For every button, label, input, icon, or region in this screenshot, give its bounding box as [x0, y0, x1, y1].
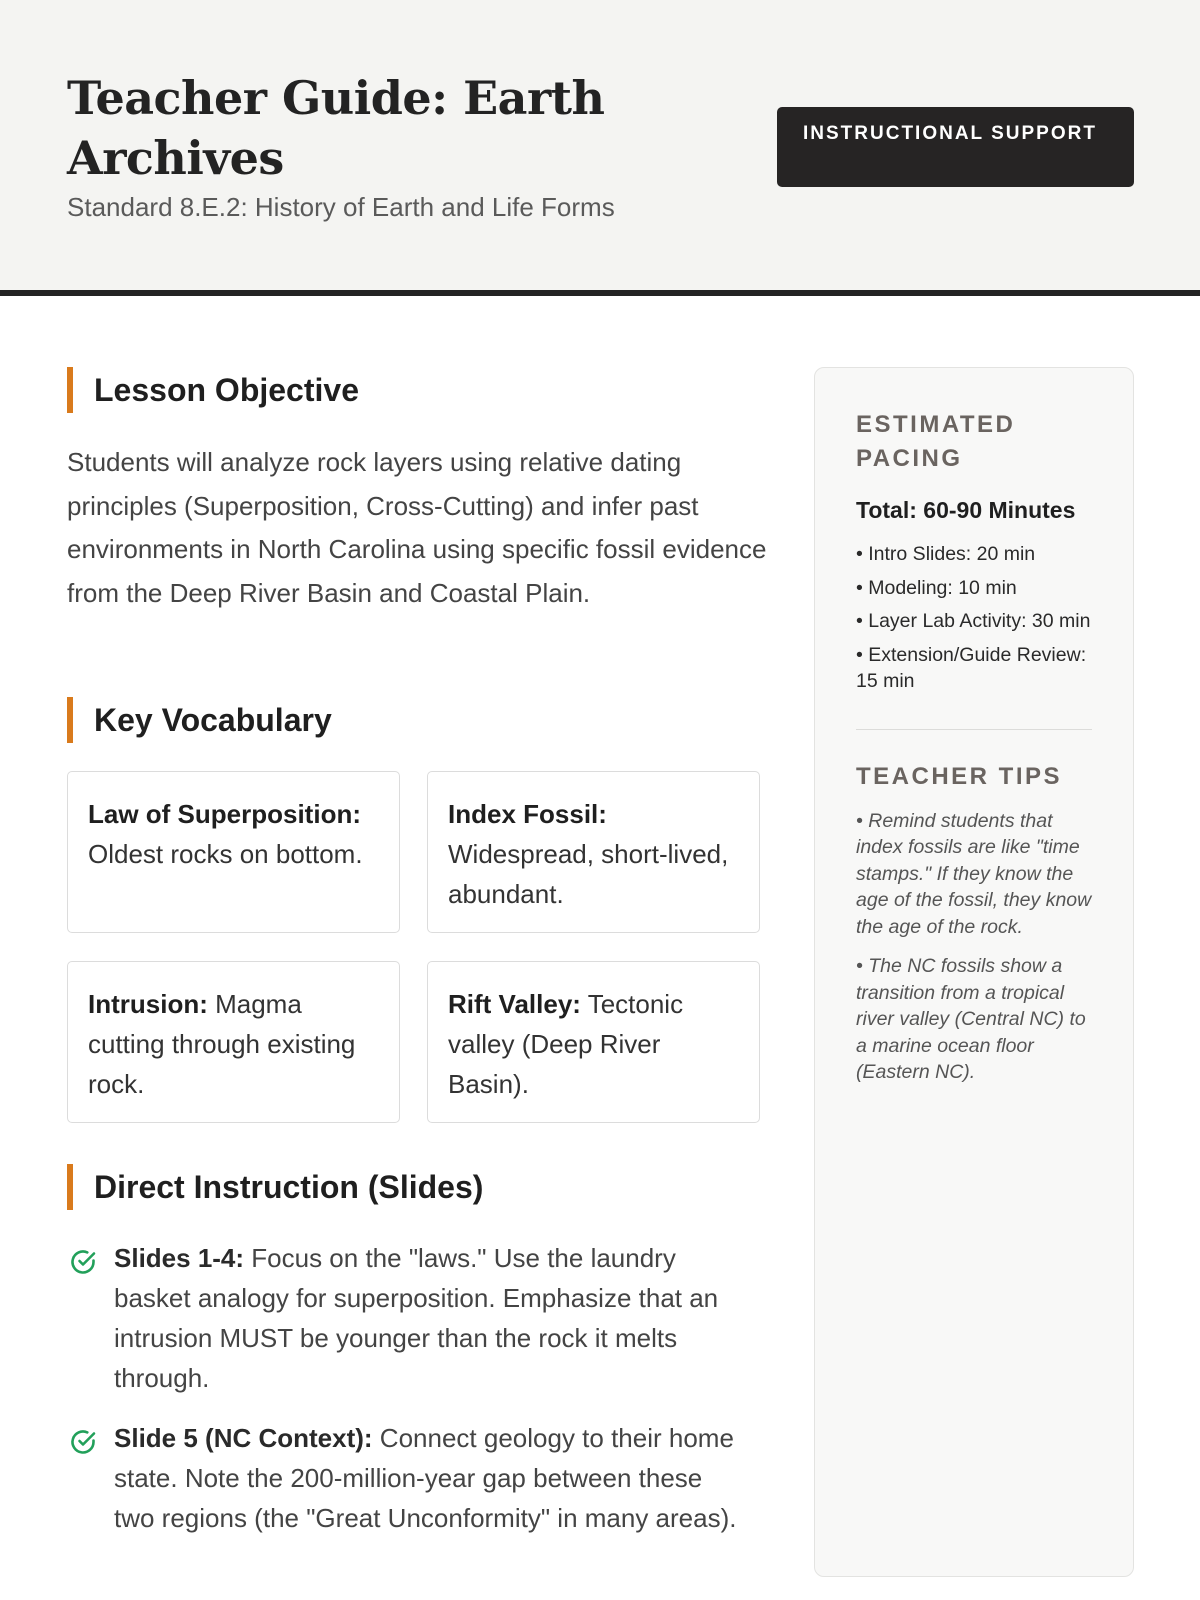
direct-instruction-heading: Direct Instruction (Slides) [67, 1164, 483, 1210]
instruction-list-item [67, 1238, 747, 1398]
instruction-list-item [67, 1418, 747, 1538]
teacher-tips-list [856, 808, 1092, 1086]
vocab-term: Index Fossil: [448, 799, 607, 829]
vocab-term: Rift Valley: [448, 989, 581, 1019]
vocab-term: Intrusion: [88, 989, 208, 1019]
teacher-tip: • Remind students that index fossils are like "time stamps." If they know the age of the fossil, they know the age of the rock. [856, 809, 1092, 938]
page-subtitle: Standard 8.E.2: History of Earth and Life Forms [67, 192, 615, 222]
key-vocabulary-heading: Key Vocabulary [67, 697, 332, 743]
instruction-item-text: Connect geology to their home state. Note the 200-million-year gap between these two regions (the "Great Unconformity" in many areas). [114, 1423, 737, 1533]
pacing-item: • Extension/Guide Review: 15 min [856, 643, 1087, 692]
vocab-definition: Oldest rocks on bottom. [88, 839, 363, 869]
vocab-term: Law of Superposition: [88, 799, 361, 829]
pacing-total: Total: 60-90 Minutes [856, 497, 1076, 523]
sidebar-panel [814, 367, 1134, 1577]
vocab-definition: Magma cutting through existing rock. [88, 989, 356, 1099]
pacing-item: • Intro Slides: 20 min [856, 543, 1036, 565]
estimated-pacing-heading: ESTIMATED PACING [856, 411, 1016, 472]
vocab-definition: Tectonic valley (Deep River Basin). [448, 989, 684, 1099]
page-title: Teacher Guide: Earth Archives [67, 71, 605, 185]
lesson-objective-text: Students will analyze rock layers using relative dating principles (Superposition, Cross-Cutting) and infer past environments in North Carolina using specific fossil evidence from the Deep River Basin and Coastal Plain. [67, 447, 767, 608]
vocab-card-index-fossil [427, 771, 760, 933]
vocab-card-intrusion [67, 961, 400, 1123]
teacher-tip: • The NC fossils show a transition from a tropical river valley (Central NC) to a marine ocean floor (Eastern NC). [856, 955, 1086, 1083]
lesson-objective-heading: Lesson Objective [67, 367, 359, 413]
instructional-support-badge: INSTRUCTIONAL SUPPORT [777, 107, 1134, 187]
teacher-tips-heading: TEACHER TIPS [856, 762, 1063, 790]
vocab-definition: Widespread, short-lived, abundant. [448, 839, 729, 909]
sidebar-divider [856, 729, 1092, 730]
pacing-item: • Layer Lab Activity: 30 min [856, 610, 1091, 632]
vocab-card-superposition [67, 771, 400, 933]
check-circle-icon [67, 1246, 99, 1278]
instruction-item-label: Slide 5 (NC Context): [114, 1423, 373, 1453]
pacing-item: • Modeling: 10 min [856, 576, 1017, 599]
guide-header [0, 0, 1200, 296]
pacing-list [856, 541, 1092, 695]
instruction-item-label: Slides 1-4: [114, 1243, 245, 1273]
instruction-item-text: Focus on the "laws." Use the laundry basket analogy for superposition. Emphasize that an intrusion MUST be younger than the rock it melts through. [114, 1243, 719, 1393]
check-circle-icon [67, 1426, 99, 1458]
vocab-card-rift-valley [427, 961, 760, 1123]
